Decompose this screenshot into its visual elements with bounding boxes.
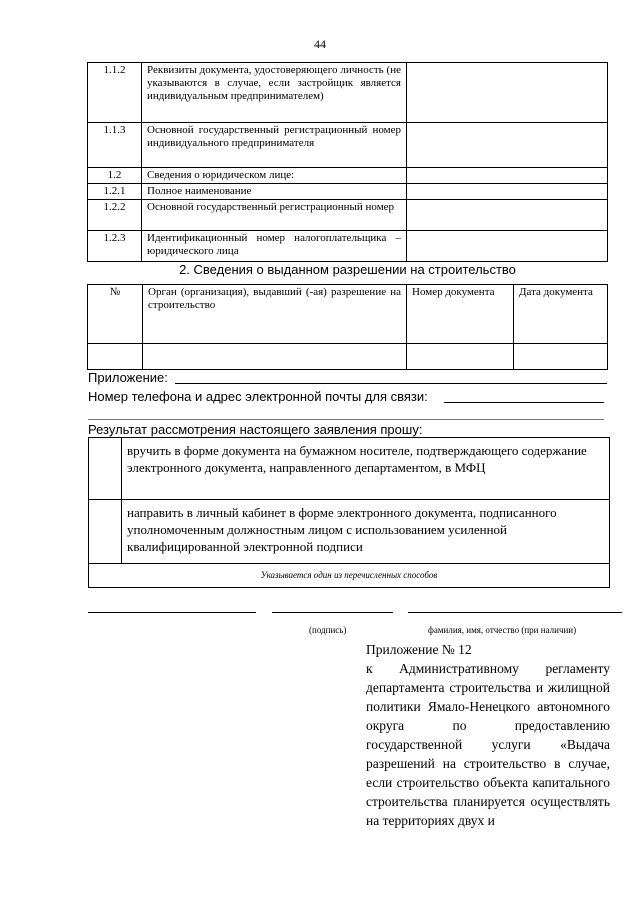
option-checkbox-mfc[interactable]	[89, 438, 122, 500]
row-value[interactable]	[407, 123, 608, 168]
row-value[interactable]	[407, 184, 608, 200]
row-number: 1.1.2	[88, 63, 142, 123]
option-text-cabinet: направить в личный кабинет в форме электронного документа, подписанного уполномоченным должностным лицом с использованием усиленной квалифицированной электронной подписи	[122, 500, 610, 564]
row-number: 1.2.3	[88, 231, 142, 262]
table-row	[88, 168, 608, 184]
attachment-label: Приложение:	[88, 370, 168, 385]
row-label: Основной государственный регистрационный номер индивидуального предпринимателя	[142, 123, 407, 168]
result-label: Результат рассмотрения настоящего заявления прошу:	[88, 422, 423, 437]
options-note: Указывается один из перечисленных способов	[89, 564, 610, 588]
row-value[interactable]	[407, 168, 608, 184]
signature-line[interactable]	[272, 612, 393, 613]
table-row	[88, 200, 608, 231]
row-label: Сведения о юридическом лице:	[142, 168, 407, 184]
header-number: №	[88, 285, 143, 344]
row-label: Полное наименование	[142, 184, 407, 200]
option-note-row	[89, 564, 610, 588]
section-2-title: 2. Сведения о выданном разрешении на строительство	[179, 262, 516, 277]
name-caption: фамилия, имя, отчество (при наличии)	[428, 625, 577, 635]
row-number: 1.2.1	[88, 184, 142, 200]
option-text-mfc: вручить в форме документа на бумажном носителе, подтверждающего содержание электронного документа, направленного департаментом, в МФЦ	[122, 438, 610, 500]
result-options-table	[88, 437, 610, 588]
page-number: 44	[314, 37, 326, 51]
option-row	[89, 438, 610, 500]
name-signature-line[interactable]	[408, 612, 622, 613]
row-label: Идентификационный номер налогоплательщика – юридического лица	[142, 231, 407, 262]
signature-caption: (подпись)	[309, 625, 347, 635]
row-label: Основной государственный регистрационный номер	[142, 200, 407, 231]
table-row	[88, 344, 608, 370]
cell-doc-date[interactable]	[514, 344, 608, 370]
row-number: 1.1.3	[88, 123, 142, 168]
option-checkbox-cabinet[interactable]	[89, 500, 122, 564]
permit-info-table	[87, 284, 608, 370]
table-row	[88, 63, 608, 123]
applicant-info-table	[87, 62, 608, 262]
header-issuer: Орган (организация), выдавший (-ая) разрешение на строительство	[143, 285, 407, 344]
row-number: 1.2.2	[88, 200, 142, 231]
row-value[interactable]	[407, 63, 608, 123]
cell-number[interactable]	[88, 344, 143, 370]
table-header-row	[88, 285, 608, 344]
appendix-text: к Административному регламенту департамента строительства и жилищной политики Ямало-Ненецкого автономного округа по предоставлению государственной услуги «Выдача разрешений на строительство в случае, если строительство объекта капитального строительства планируется осуществлять на территориях двух и	[366, 661, 610, 828]
appendix-block	[366, 640, 610, 830]
attachment-field[interactable]	[175, 383, 607, 384]
contact-field-line-2[interactable]	[88, 419, 604, 420]
option-row	[89, 500, 610, 564]
cell-doc-number[interactable]	[407, 344, 514, 370]
row-value[interactable]	[407, 200, 608, 231]
appendix-title: Приложение № 12	[366, 642, 472, 657]
date-signature-line[interactable]	[88, 612, 256, 613]
table-row	[88, 123, 608, 168]
table-row	[88, 184, 608, 200]
row-label: Реквизиты документа, удостоверяющего личность (не указываются в случае, если застройщик является индивидуальным предпринимателем)	[142, 63, 407, 123]
header-doc-date: Дата документа	[514, 285, 608, 344]
header-doc-number: Номер документа	[407, 285, 514, 344]
contact-field[interactable]	[444, 402, 604, 403]
row-value[interactable]	[407, 231, 608, 262]
table-row	[88, 231, 608, 262]
row-number: 1.2	[88, 168, 142, 184]
cell-issuer[interactable]	[143, 344, 407, 370]
contact-label: Номер телефона и адрес электронной почты для связи:	[88, 389, 428, 404]
